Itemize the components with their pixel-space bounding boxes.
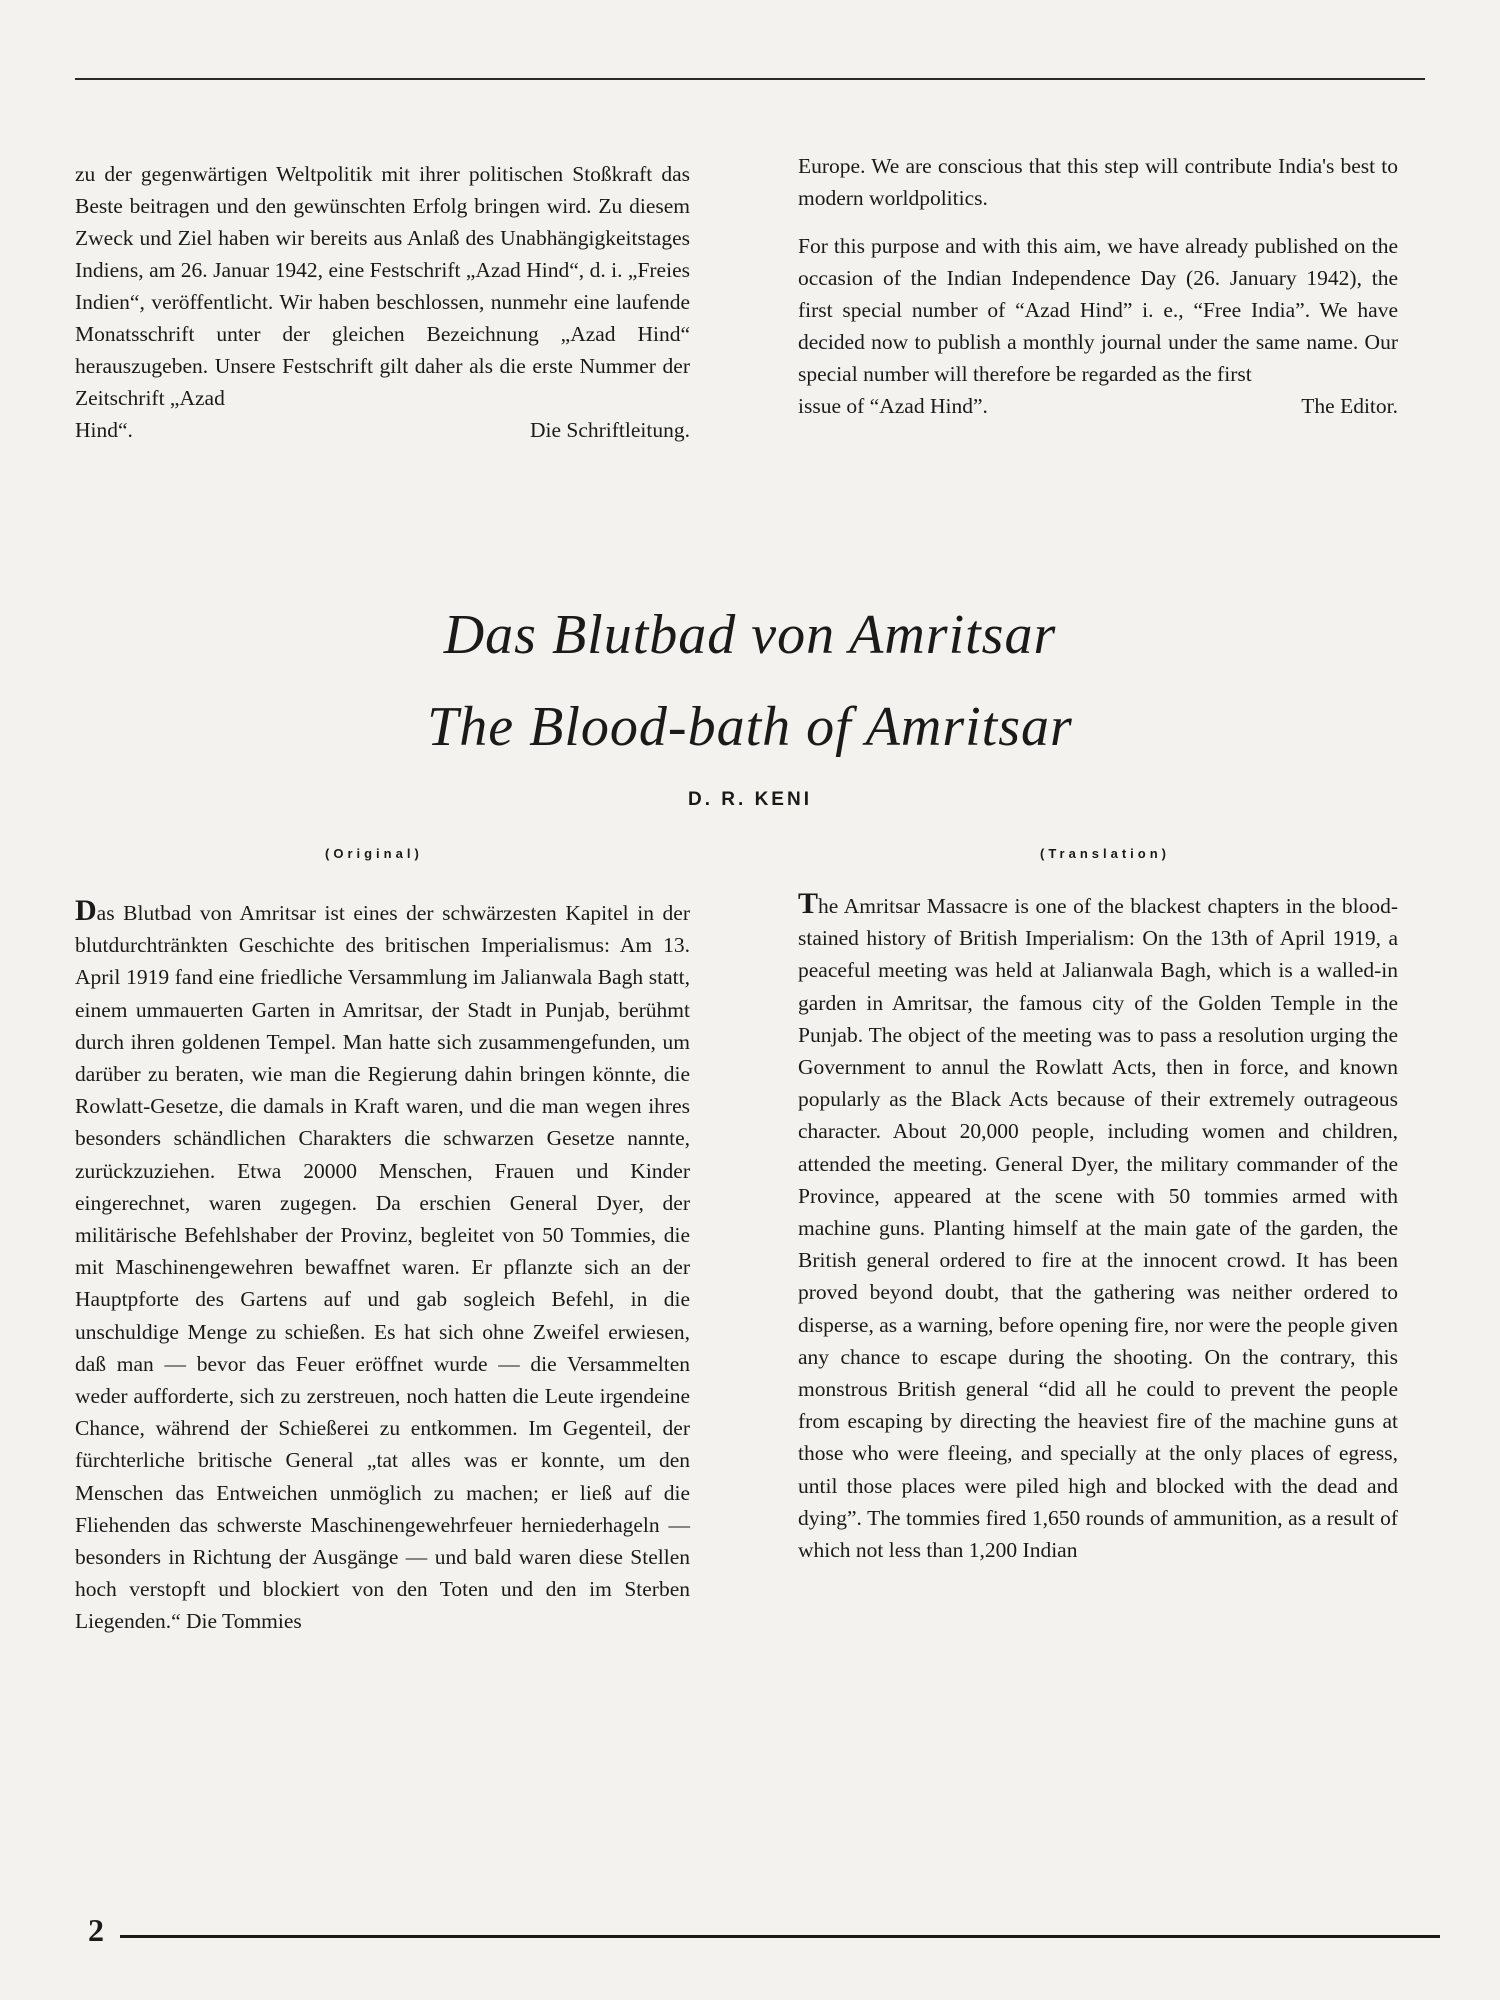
original-paragraph	[75, 894, 690, 1638]
translation-text: he Amritsar Massacre is one of the blackest chapters in the blood-stained history of British Imperialism: On the 13th of April 1919, a peaceful meeting was held at Jalianwala Bagh, which is a walled-in garden in Amritsar, the famous city of the Golden Temple in the Punjab. The object of the meeting was to pass a resolution urging the Government to annul the Rowlatt Acts, then in force, and known popularly as the Black Acts because of their extremely outrageous character. About 20,000 people, including women and children, attended the meeting. General Dyer, the military commander of the Province, appeared at the scene with 50 tommies armed with machine guns. Planting himself at the main gate of the garden, the British general ordered to fire at the innocent crowd. It has been proved beyond doubt, that the gathering was neither ordered to disperse, as a warning, before opening fire, nor were the people given any chance to escape during the shooting. On the contrary, this monstrous British general “did all he could to prevent the people from escaping by directing the heaviest fire of the machine guns at those who were fleeing, and specially at the only places of egress, until those places were piled high and blocked with the dead and dying”. The tommies fired 1,650 rounds of ammunition, as a result of which not less than 1,200 Indian	[798, 894, 1398, 1563]
original-text: as Blutbad von Amritsar ist eines der schwärzesten Kapitel in der blutdurchtränkten Geschichte des britischen Imperialismus: Am 13. April 1919 fand eine friedliche Versammlung im Jalianwala Bagh statt, einem ummauerten Garten in Amritsar, der Stadt in Punjab, berühmt durch ihren goldenen Tempel. Man hatte sich zusammengefunden, um darüber zu beraten, wie man die Regierung dahin bringen könnte, die Rowlatt-Gesetze, die damals in Kraft waren, und die man wegen ihres besonders schändlichen Charakters die schwarzen Gesetze nannte, zurückzuziehen. Etwa 20000 Menschen, Frauen und Kinder eingerechnet, waren zugegen. Da erschien General Dyer, der militärische Befehlshaber der Provinz, begleitet von 50 Tommies, die mit Maschinengewehren bewaffnet waren. Er pflanzte sich an der Hauptpforte des Gartens auf und gab sogleich Befehl, in die unschuldige Menge zu schießen. Es hat sich ohne Zweifel erwiesen, daß man — bevor das Feuer eröffnet wurde — die Versammelten weder aufforderte, sich zu zerstreuen, noch hatten die Leute irgendeine Chance, während der Schießerei zu entkommen. Im Gegenteil, der fürchterliche britische General „tat alles was er konnte, um den Menschen das Entweichen unmöglich zu machen; er ließ auf die Fliehenden das schwerste Maschinengewehrfeuer herniederhageln — besonders in Richtung der Ausgänge — und bald waren diese Stellen hoch verstopft und blockiert von den Toten und den im Sterben Liegenden.“ Die Tommies	[75, 901, 690, 1634]
signature-en: The Editor.	[1301, 394, 1398, 418]
translation-paragraph	[798, 887, 1398, 1566]
top-left-column	[75, 158, 690, 446]
top-right-sign-line	[798, 390, 1398, 422]
top-right-paragraph-2: For this purpose and with this aim, we have already published on the occasion of the Indian Independence Day (26. January 1942), the first special number of “Azad Hind” i. e., “Free India”. We have decided now to publish a monthly journal under the same name. Our special number will therefore be regarded as the first	[798, 234, 1398, 386]
original-dropcap: D	[75, 894, 97, 927]
signature-de: Die Schriftleitung.	[529, 418, 690, 442]
top-right-paragraph-1: Europe. We are conscious that this step will contribute India's best to modern worldpolitics.	[798, 154, 1398, 210]
top-left-sign-line	[75, 414, 690, 446]
top-left-paragraph: zu der gegenwärtigen Weltpolitik mit ihrer politischen Stoßkraft das Beste beitragen und den gewünschten Erfolg bringen wird. Zu diesem Zweck und Ziel haben wir bereits aus Anlaß des Unabhängigkeitstages Indiens, am 26. Januar 1942, eine Festschrift „Azad Hind“, d. i. „Freies Indien“, veröffentlicht. Wir haben beschlossen, nunmehr eine laufende Monatsschrift unter der gleichen Bezeichnung „Azad Hind“ herauszugeben. Unsere Festschrift gilt daher als die erste Nummer der Zeitschrift „Azad	[75, 162, 690, 410]
label-original: (Original)	[325, 846, 423, 861]
top-left-last-line: Hind“.	[75, 418, 133, 442]
original-column	[75, 894, 690, 1638]
top-right-column	[798, 150, 1398, 422]
translation-dropcap: T	[798, 887, 819, 920]
top-rule	[75, 78, 1425, 80]
article-title-english: The Blood-bath of Amritsar	[427, 696, 1073, 758]
label-translation: (Translation)	[1040, 846, 1171, 861]
article-author: D. R. KENI	[688, 789, 812, 810]
article-title-german: Das Blutbad von Amritsar	[443, 604, 1057, 666]
bottom-rule	[120, 1935, 1440, 1938]
top-right-last-line: issue of “Azad Hind”.	[798, 394, 988, 418]
page-number: 2	[88, 1912, 104, 1948]
translation-column	[798, 887, 1398, 1566]
